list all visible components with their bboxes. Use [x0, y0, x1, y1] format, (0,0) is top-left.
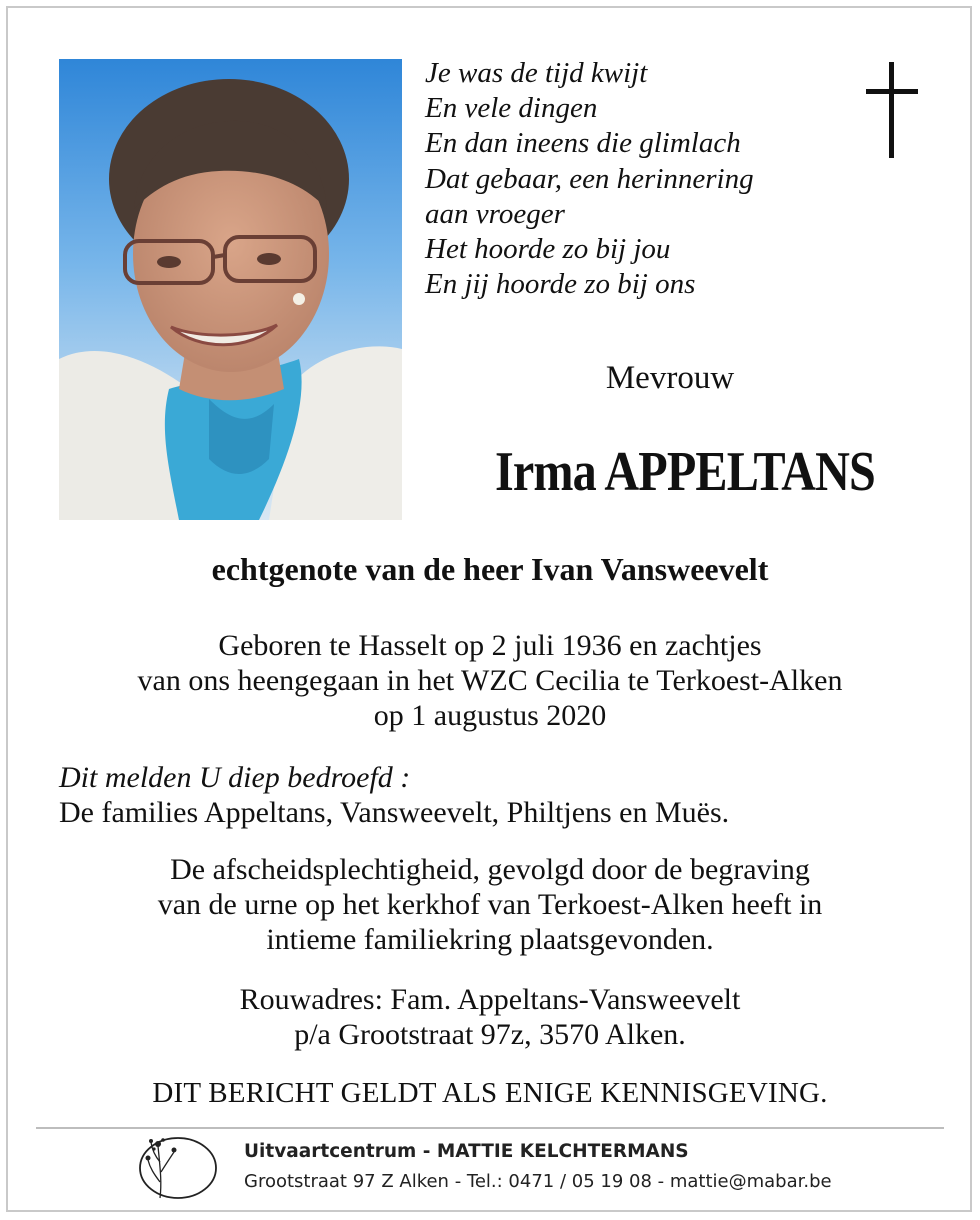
birth-death-line: van ons heengegaan in het WZC Cecilia te Terkoest-Alken: [137, 664, 843, 697]
funeral-home-name: Uitvaartcentrum - MATTIE KELCHTERMANS: [244, 1141, 689, 1162]
ceremony-info: [40, 852, 940, 957]
address-line: Rouwadres: Fam. Appeltans-Vansweevelt: [239, 983, 741, 1016]
birth-death-info: [40, 628, 940, 733]
poem-line: aan vroeger: [425, 197, 565, 230]
birth-death-line: Geboren te Hasselt op 2 juli 1936 en zachtjes: [218, 629, 762, 662]
announcement-intro: Dit melden U diep bedroefd :: [59, 761, 411, 794]
birth-death-line: op 1 augustus 2020: [373, 699, 607, 732]
poem-line: En dan ineens die glimlach: [425, 127, 741, 160]
poem-line: Het hoorde zo bij jou: [425, 233, 671, 266]
portrait-photo: [59, 59, 402, 520]
notice-statement: DIT BERICHT GELDT ALS ENIGE KENNISGEVING.: [152, 1077, 828, 1109]
poem: [425, 56, 845, 302]
poem-line: En jij hoorde zo bij ons: [425, 268, 696, 301]
address-line: p/a Grootstraat 97z, 3570 Alken.: [294, 1018, 686, 1051]
deceased-name: Irma APPELTANS: [494, 441, 875, 503]
spouse-line: echtgenote van de heer Ivan Vansweevelt: [211, 551, 769, 587]
divider: [36, 1127, 944, 1129]
announcement: [59, 760, 939, 830]
mourning-address: [40, 982, 940, 1052]
funeral-home-contact: Grootstraat 97 Z Alken - Tel.: 0471 / 05 19 08 - mattie@mabar.be: [244, 1171, 832, 1192]
ceremony-line: De afscheidsplechtigheid, gevolgd door de begraving: [170, 853, 810, 886]
flower-logo-icon: [130, 1132, 220, 1202]
ceremony-line: intieme familiekring plaatsgevonden.: [266, 923, 714, 956]
honorific: Mevrouw: [605, 360, 735, 396]
poem-line: Dat gebaar, een herinnering: [425, 162, 754, 195]
ceremony-line: van de urne op het kerkhof van Terkoest-Alken heeft in: [157, 888, 823, 921]
poem-line: En vele dingen: [425, 92, 598, 125]
announcement-families: De families Appeltans, Vansweevelt, Philtjens en Muës.: [59, 796, 730, 829]
cross-icon: [862, 62, 922, 160]
poem-line: Je was de tijd kwijt: [425, 57, 648, 89]
